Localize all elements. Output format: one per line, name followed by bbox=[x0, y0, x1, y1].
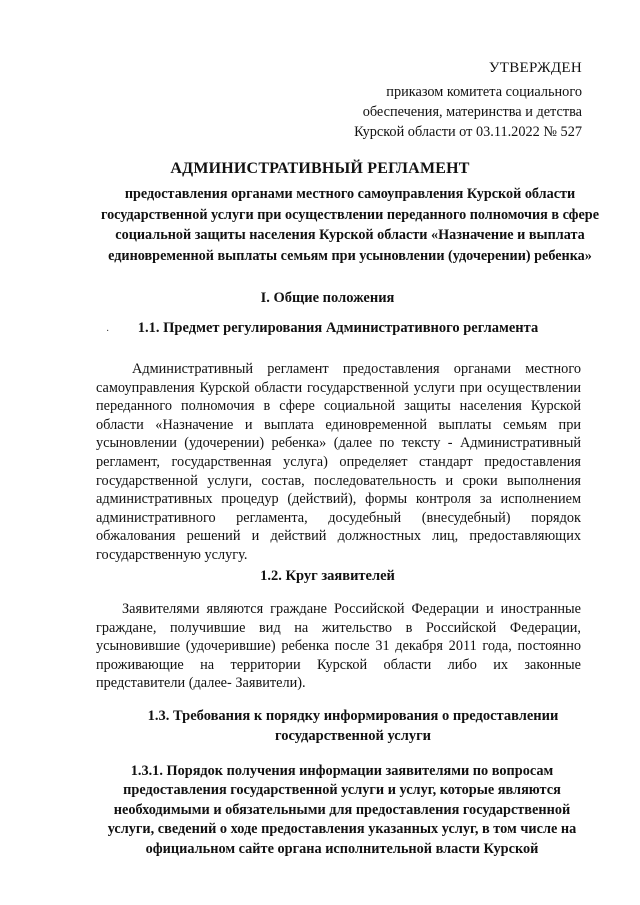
approval-line: приказом комитета социального bbox=[386, 84, 582, 100]
approval-stamp bbox=[282, 58, 582, 142]
margin-mark: · bbox=[106, 326, 110, 337]
approval-line: Курской области от 03.11.2022 № 527 bbox=[354, 124, 582, 140]
document-subtitle: предоставления органами местного самоуправления Курской области государственной услуги при осуществлении переданного полномочия в сфере социальной защиты населения Курской области «Назначение и выплата единовременной выплаты семьям при усыновлении (удочерении) ребенка» bbox=[101, 186, 599, 264]
section-1-1-paragraph: Административный регламент предоставления органами местного самоуправления Курской области государственной услуги при осуществлении переданного полномочия в сфере социальной защиты населения Курской области «Назначение и выплата единовременной выплаты семьям при усыновлении (удочерении) ребенка» (далее по тексту - Административный регламент, государственная услуга) определяет стандарт предоставления государственной услуги, состав, последовательность и сроки выполнения административных процедур (действий), формы контроля за исполнением административного регламента, досудебный (внесудебный) порядок обжалования решений и действий должностных лиц, предоставляющих государственную услугу. bbox=[96, 361, 581, 563]
section-1-3-1-heading: 1.3.1. Порядок получения информации заявителями по вопросам предоставления государственной услуги и услуг, которые являются необходимыми и обязательными для предоставления государственной услуги, сведений о ходе предоставления указанных услуг, в том числе на официальном сайте органа исполнительной власти Курской bbox=[107, 763, 577, 857]
approval-heading: УТВЕРЖДЕН bbox=[488, 60, 582, 76]
section-1-1-heading: 1.1. Предмет регулирования Административного регламента bbox=[137, 320, 539, 336]
document-title: АДМИНИСТРАТИВНЫЙ РЕГЛАМЕНТ bbox=[170, 160, 470, 177]
section-1-3-heading: 1.3. Требования к порядку информирования о предоставлении государственной услуги bbox=[147, 708, 559, 744]
section-1-2-heading: 1.2. Круг заявителей bbox=[260, 568, 395, 584]
approval-line: обеспечения, материнства и детства bbox=[362, 104, 582, 120]
section-1-2-paragraph: Заявителями являются граждане Российской Федерации и иностранные граждане, получившие вид на жительство в Российской Федерации, усыновившие (удочерившие) ребенка после 31 декабря 2011 года, постоянно проживающие на территории Курской области либо их законные представители (далее- Заявители). bbox=[96, 601, 581, 692]
section-1-heading: I. Общие положения bbox=[260, 290, 395, 306]
